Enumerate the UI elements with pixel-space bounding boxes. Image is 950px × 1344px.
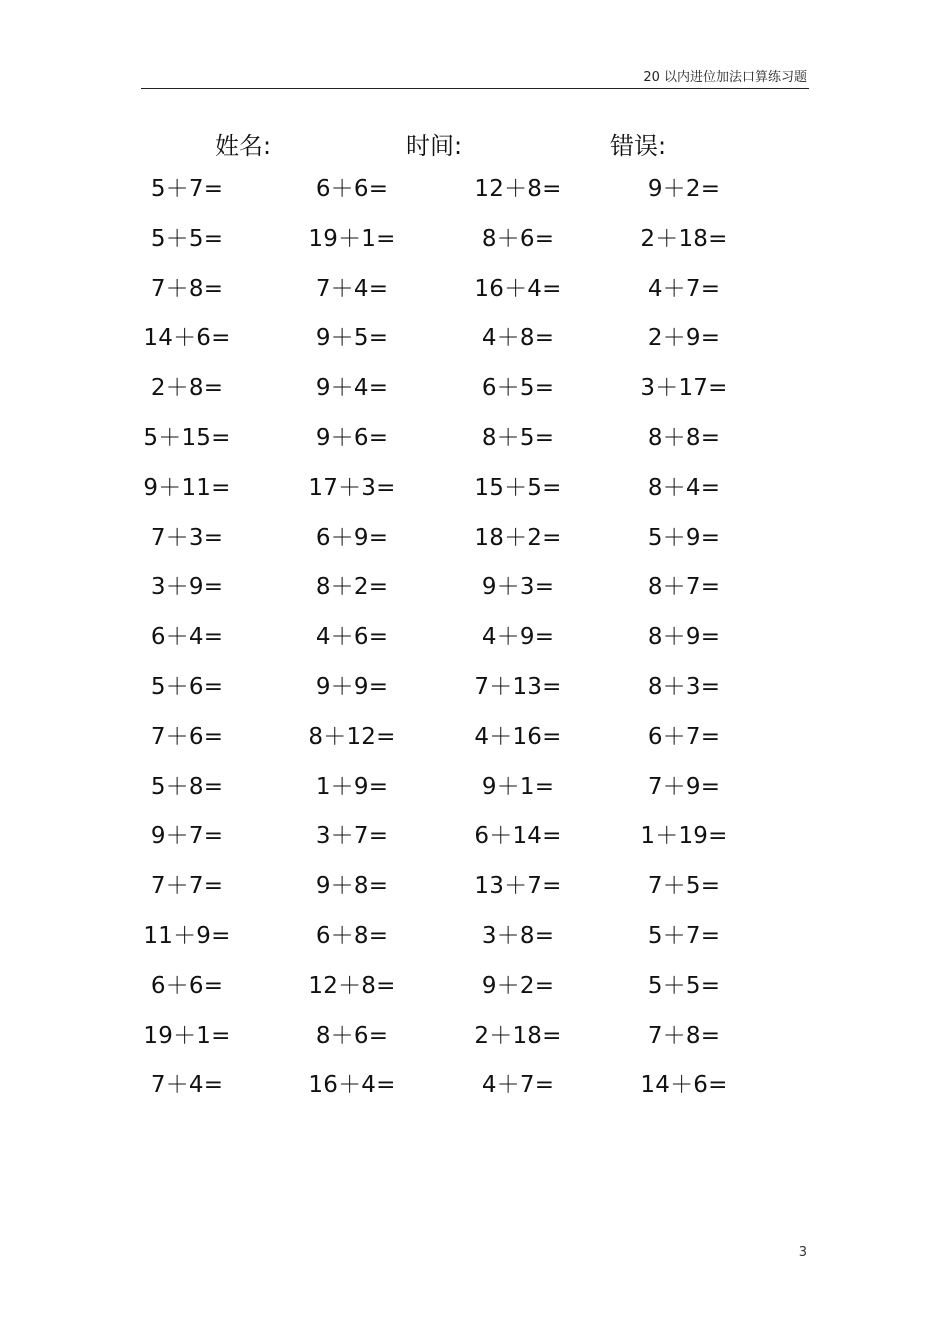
problem-item: 11＋9= [143,922,231,949]
name-label: 姓名: [215,132,272,160]
problem-item: 4＋8= [481,325,555,352]
problem-item: 6＋6= [150,972,224,999]
student-info-labels [0,126,950,160]
header-title: 20 以内进位加法口算练习题 [643,70,807,85]
problem-item: 6＋14= [474,823,562,850]
problem-row [0,1066,950,1116]
problem-item: 8＋6= [315,1022,389,1049]
problem-item: 14＋6= [143,325,231,352]
problem-item: 9＋5= [315,325,389,352]
problem-item: 7＋7= [150,873,224,900]
problem-item: 9＋8= [315,873,389,900]
time-label: 时间: [406,132,463,160]
problem-item: 5＋7= [647,922,721,949]
problem-item: 3＋7= [315,823,389,850]
problem-item: 19＋1= [143,1022,231,1049]
problem-item: 4＋9= [481,624,555,651]
problem-item: 8＋12= [308,723,396,750]
problem-item: 17＋3= [308,474,396,501]
problem-item: 6＋7= [647,723,721,750]
problem-row [0,967,950,1017]
problem-row [0,917,950,967]
problem-item: 8＋4= [647,474,721,501]
problem-item: 8＋7= [647,574,721,601]
problem-item: 8＋9= [647,624,721,651]
problem-item: 4＋7= [647,275,721,302]
problem-row [0,618,950,668]
problem-item: 4＋6= [315,624,389,651]
problem-item: 12＋8= [474,176,562,202]
problem-row [0,319,950,369]
problem-item: 7＋4= [150,1072,224,1099]
page-number: 3 [798,1245,807,1260]
problem-item: 6＋8= [315,922,389,949]
problem-row [0,170,950,220]
problem-item: 14＋6= [640,1072,728,1099]
problem-item: 7＋9= [647,773,721,800]
problem-row [0,768,950,818]
problem-item: 16＋4= [308,1072,396,1099]
problem-item: 9＋4= [315,375,389,402]
problem-item: 8＋3= [647,673,721,700]
problem-item: 7＋4= [315,275,389,302]
problem-item: 7＋5= [647,873,721,900]
problem-item: 3＋17= [640,375,728,402]
problem-row [0,419,950,469]
problem-item: 6＋6= [315,176,389,202]
problem-row [0,718,950,768]
problem-item: 3＋9= [150,574,224,601]
problem-item: 4＋16= [474,723,562,750]
problem-item: 8＋8= [647,424,721,451]
problem-item: 9＋2= [481,972,555,999]
problem-grid [0,170,950,1116]
problem-row [0,817,950,867]
problem-item: 9＋6= [315,424,389,451]
problem-item: 1＋19= [640,823,728,850]
problem-item: 6＋9= [315,524,389,551]
problem-item: 5＋6= [150,673,224,700]
problem-item: 7＋13= [474,673,562,700]
problem-item: 2＋9= [647,325,721,352]
problem-item: 6＋5= [481,375,555,402]
problem-row [0,568,950,618]
problem-item: 5＋7= [150,176,224,202]
problem-item: 9＋2= [647,176,721,202]
problem-row [0,270,950,320]
problem-item: 5＋5= [647,972,721,999]
problem-row [0,867,950,917]
header-rule [141,88,809,89]
problem-row [0,1017,950,1067]
problem-item: 19＋1= [308,225,396,252]
errors-label: 错误: [610,132,667,160]
problem-row [0,519,950,569]
problem-item: 2＋18= [474,1022,562,1049]
problem-item: 5＋9= [647,524,721,551]
problem-item: 9＋3= [481,574,555,601]
problem-item: 8＋5= [481,424,555,451]
problem-item: 8＋6= [481,225,555,252]
problem-row [0,220,950,270]
problem-item: 8＋2= [315,574,389,601]
problem-item: 13＋7= [474,873,562,900]
problem-item: 7＋6= [150,723,224,750]
problem-item: 5＋8= [150,773,224,800]
problem-item: 1＋9= [315,773,389,800]
problem-item: 9＋11= [143,474,231,501]
problem-item: 6＋4= [150,624,224,651]
problem-item: 9＋7= [150,823,224,850]
problem-item: 7＋8= [647,1022,721,1049]
problem-item: 15＋5= [474,474,562,501]
problem-item: 7＋3= [150,524,224,551]
problem-item: 9＋1= [481,773,555,800]
problem-row [0,668,950,718]
problem-item: 18＋2= [474,524,562,551]
problem-item: 9＋9= [315,673,389,700]
problem-item: 4＋7= [481,1072,555,1099]
problem-item: 12＋8= [308,972,396,999]
problem-item: 3＋8= [481,922,555,949]
problem-item: 7＋8= [150,275,224,302]
problem-item: 2＋18= [640,225,728,252]
problem-item: 16＋4= [474,275,562,302]
problem-row [0,369,950,419]
problem-item: 5＋15= [143,424,231,451]
problem-row [0,469,950,519]
problem-item: 5＋5= [150,225,224,252]
problem-item: 2＋8= [150,375,224,402]
